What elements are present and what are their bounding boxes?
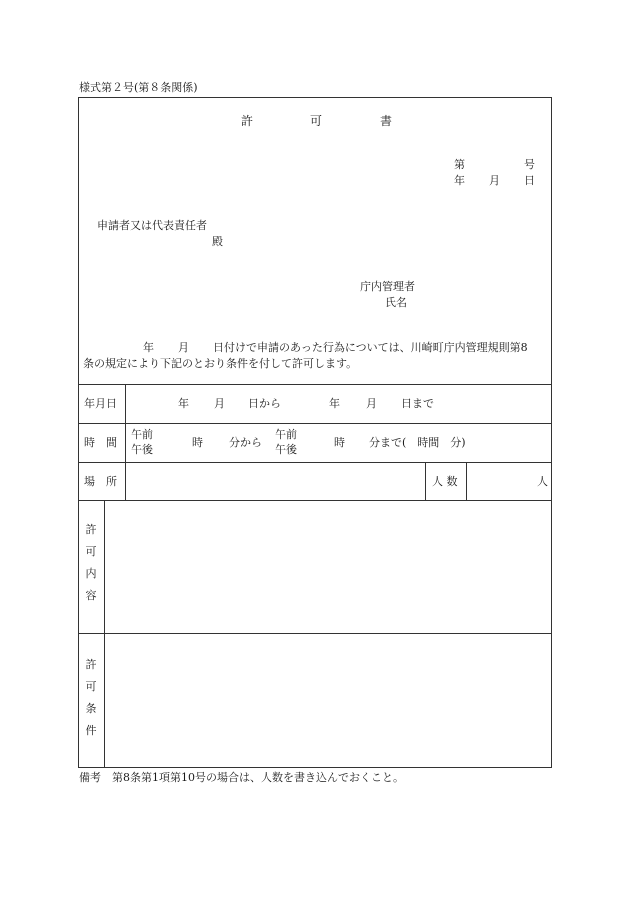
title-char-3: 書	[380, 114, 393, 128]
time-from-hour: 時	[192, 436, 203, 449]
time-to-minute: 分まで( 時間 分)	[369, 436, 466, 449]
permit-content-char-1: 許	[85, 523, 97, 536]
doc-date-year: 年	[454, 174, 465, 187]
body-line-2: 条の規定により下記のとおり条件を付して許可します。	[83, 357, 358, 370]
doc-date-day: 日	[524, 174, 535, 187]
time-row-label: 時 間	[84, 436, 117, 449]
label-column-divider	[125, 384, 126, 501]
admin-name-label: 氏名	[385, 296, 407, 309]
date-from-year: 年	[178, 397, 189, 410]
doc-date-month: 月	[489, 174, 500, 187]
divider-place-row	[78, 500, 552, 501]
date-row-label: 年月日	[84, 397, 117, 410]
people-label-left-divider	[425, 462, 426, 501]
admin-label: 庁内管理者	[360, 280, 415, 293]
section-label-divider	[104, 500, 105, 768]
divider-time-row	[78, 462, 552, 463]
body-line-1: 日付けで申請のあった行為については、川崎町庁内管理規則第8	[213, 341, 528, 354]
time-from-pm: 午後	[131, 443, 153, 456]
permit-conditions-char-3: 条	[85, 702, 97, 715]
permit-content-char-2: 可	[85, 545, 97, 558]
time-to-hour: 時	[334, 436, 345, 449]
date-from-day: 日から	[248, 397, 281, 410]
permit-content-char-3: 内	[85, 567, 97, 580]
permit-content-char-4: 容	[85, 589, 97, 602]
permit-conditions-char-4: 件	[85, 724, 97, 737]
divider-header	[78, 384, 552, 385]
divider-date-row	[78, 423, 552, 424]
place-row-label: 場 所	[84, 475, 117, 488]
permit-content-label	[84, 519, 98, 607]
date-to-day: 日まで	[401, 397, 434, 410]
divider-content-row	[78, 633, 552, 634]
date-from-month: 月	[214, 397, 225, 410]
time-to-pm: 午後	[275, 443, 297, 456]
doc-number-suffix: 号	[524, 158, 535, 171]
people-label: 人 数	[432, 475, 458, 488]
permit-conditions-char-1: 許	[85, 658, 97, 671]
remarks-note: 備考 第8条第1項第10号の場合は、人数を書き込んでおくこと。	[79, 771, 404, 784]
time-from-minute: 分から	[229, 436, 262, 449]
time-from-am: 午前	[131, 428, 153, 441]
time-to-am: 午前	[275, 428, 297, 441]
body-year: 年	[143, 341, 154, 354]
title-char-1: 許	[241, 114, 254, 128]
permit-conditions-label	[84, 654, 98, 742]
date-to-month: 月	[366, 397, 377, 410]
people-label-right-divider	[466, 462, 467, 501]
body-month: 月	[178, 341, 189, 354]
title-char-2: 可	[310, 114, 323, 128]
applicant-honorific: 殿	[212, 235, 223, 248]
applicant-label: 申請者又は代表責任者	[97, 219, 207, 232]
doc-number-prefix: 第	[454, 158, 465, 171]
permit-conditions-char-2: 可	[85, 680, 97, 693]
form-number: 様式第２号(第８条関係)	[79, 81, 198, 94]
people-unit: 人	[537, 475, 548, 488]
date-to-year: 年	[329, 397, 340, 410]
